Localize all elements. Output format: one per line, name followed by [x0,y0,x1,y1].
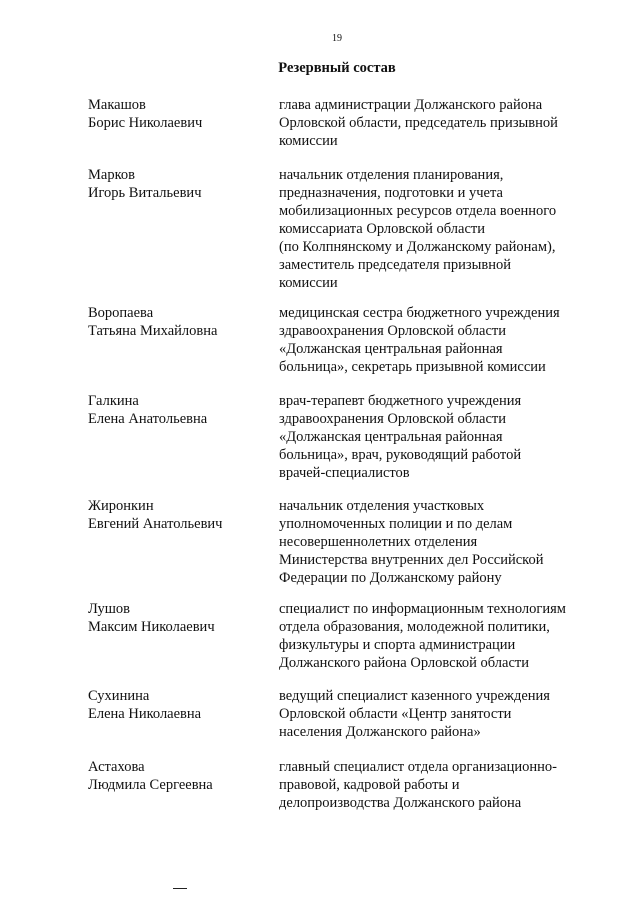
member-name [88,758,268,794]
position-line: комиссариата Орловской области [279,221,485,237]
position-line: больница», секретарь призывной комиссии [279,359,546,375]
member-surname: Лушов [88,601,130,617]
member-position [279,304,599,376]
position-line: врач-терапевт бюджетного учреждения [279,393,522,409]
position-line: Федерации по Должанскому району [279,570,502,586]
footer-dash [173,888,187,889]
position-line: комиссии [279,275,338,291]
member-name [88,600,268,636]
position-line: Орловской области «Центр занятости [279,706,512,722]
member-given-names: Татьяна Михайловна [88,323,218,339]
member-given-names: Елена Николаевна [88,706,202,722]
member-position [279,392,599,482]
position-line: несовершеннолетних отделения [279,534,478,550]
member-surname: Марков [88,167,135,183]
member-surname: Жиронкин [88,498,154,514]
position-line: (по Колпнянскому и Должанскому районам), [279,239,556,255]
position-line: «Должанская центральная районная [279,429,503,445]
member-position [279,497,599,587]
section-title: Резервный состав [278,60,396,76]
position-line: физкультуры и спорта администрации [279,637,516,653]
position-line: заместитель председателя призывной [279,257,511,273]
member-name [88,392,268,428]
position-line: Орловской области, председатель призывной [279,115,558,131]
position-line: «Должанская центральная районная [279,341,503,357]
member-surname: Галкина [88,393,139,409]
position-line: правовой, кадровой работы и [279,777,460,793]
position-line: начальник отделения участковых [279,498,485,514]
member-position [279,758,599,812]
position-line: глава администрации Должанского района [279,97,543,113]
member-position [279,166,599,292]
position-line: уполномоченных полиции и по делам [279,516,513,532]
position-line: здравоохранения Орловской области [279,411,506,427]
member-name [88,687,268,723]
member-surname: Макашов [88,97,146,113]
page-number: 19 [332,33,342,44]
position-line: мобилизационных ресурсов отдела военного [279,203,557,219]
member-given-names: Борис Николаевич [88,115,203,131]
position-line: населения Должанского района» [279,724,481,740]
member-surname: Астахова [88,759,145,775]
position-line: Министерства внутренних дел Российской [279,552,544,568]
position-line: отдела образования, молодежной политики, [279,619,550,635]
member-name [88,96,268,132]
member-name [88,166,268,202]
position-line: Должанского района Орловской области [279,655,529,671]
member-position [279,96,599,150]
member-surname: Сухинина [88,688,150,704]
member-given-names: Максим Николаевич [88,619,215,635]
member-name [88,497,268,533]
position-line: предназначения, подготовки и учета [279,185,503,201]
member-given-names: Елена Анатольевна [88,411,208,427]
position-line: больница», врач, руководящий работой [279,447,522,463]
position-line: комиссии [279,133,338,149]
position-line: здравоохранения Орловской области [279,323,506,339]
position-line: главный специалист отдела организационно- [279,759,557,775]
position-line: делопроизводства Должанского района [279,795,522,811]
member-given-names: Евгений Анатольевич [88,516,223,532]
position-line: ведущий специалист казенного учреждения [279,688,550,704]
member-position [279,687,599,741]
member-given-names: Игорь Витальевич [88,185,202,201]
member-position [279,600,599,672]
position-line: медицинская сестра бюджетного учреждения [279,305,560,321]
position-line: врачей-специалистов [279,465,410,481]
member-name [88,304,268,340]
member-given-names: Людмила Сергеевна [88,777,213,793]
position-line: специалист по информационным технологиям [279,601,566,617]
member-surname: Воропаева [88,305,154,321]
position-line: начальник отделения планирования, [279,167,504,183]
